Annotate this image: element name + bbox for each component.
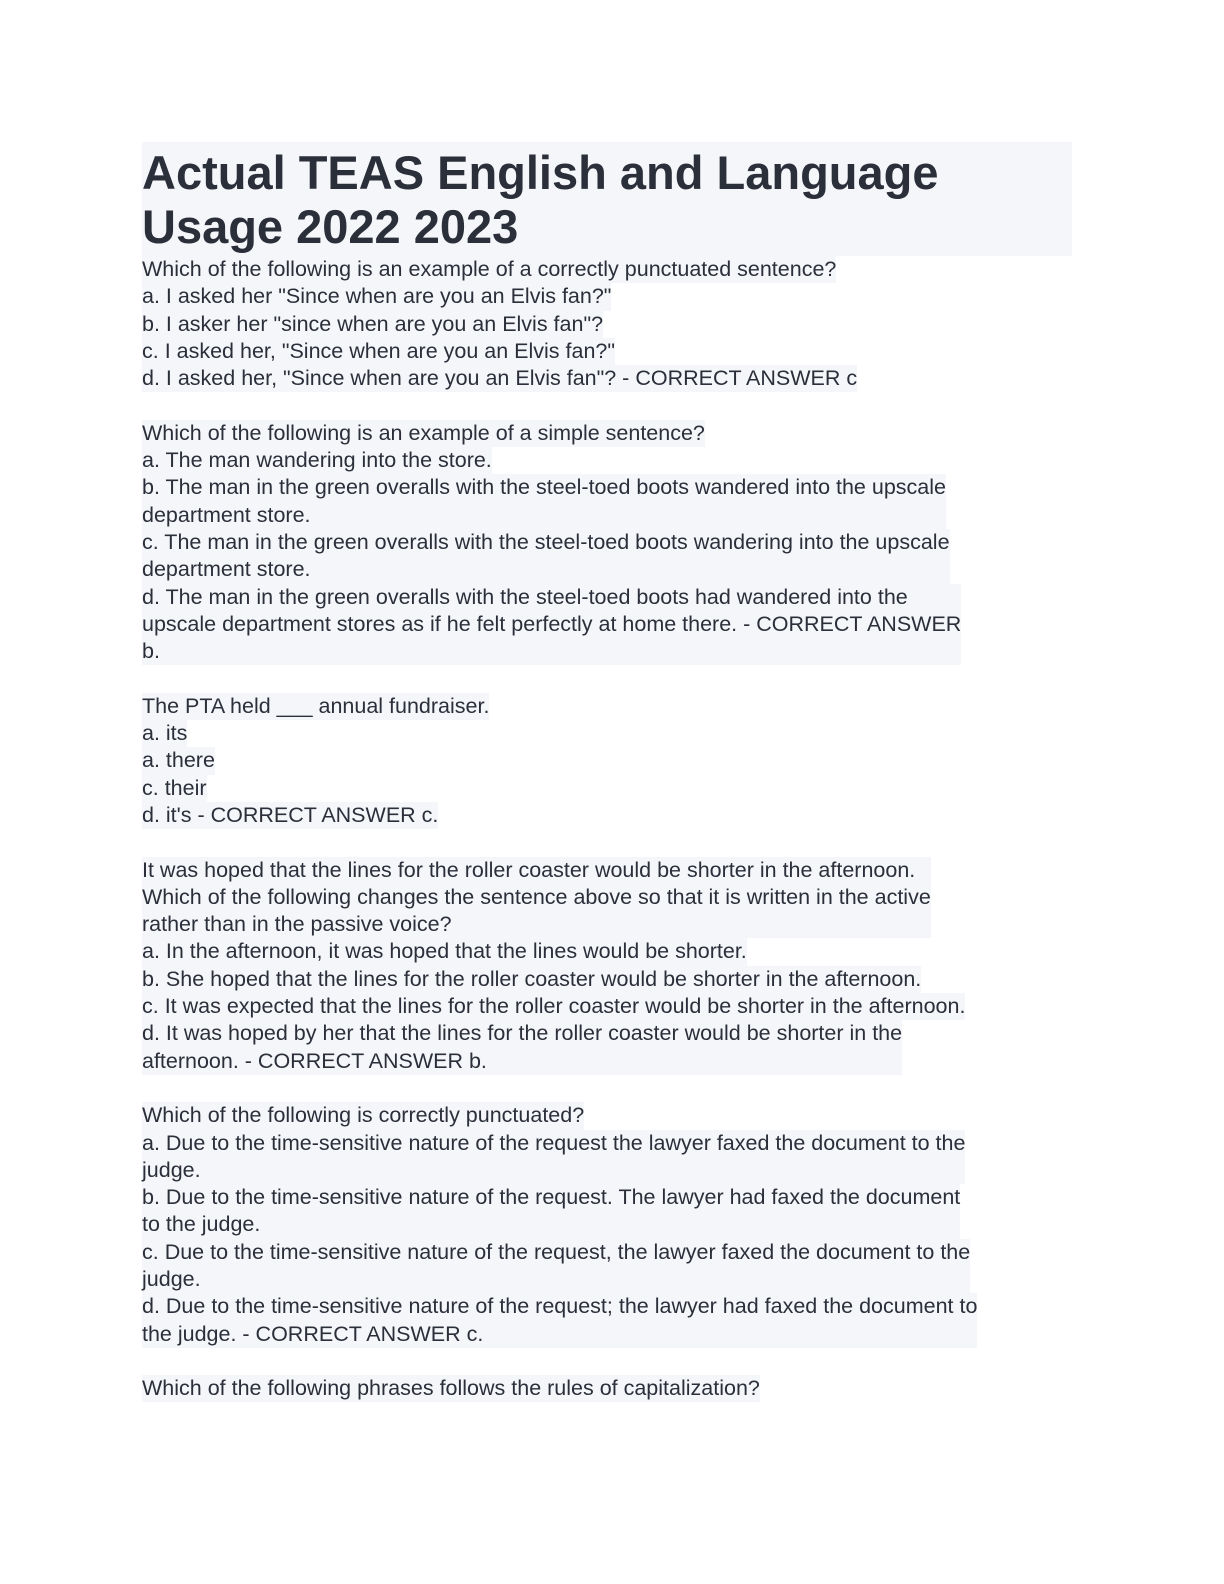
question-block xyxy=(142,420,1074,666)
answer-option: a. there xyxy=(142,747,215,774)
answer-option: a. The man wandering into the store. xyxy=(142,447,492,474)
answer-option: d. it's - CORRECT ANSWER c. xyxy=(142,802,438,829)
question-stem: Which of the following is an example of a simple sentence? xyxy=(142,420,705,447)
question-stem: Which of the following phrases follows the rules of capitalization? xyxy=(142,1375,760,1402)
spacer xyxy=(142,1075,1074,1102)
document-body xyxy=(142,256,1074,1402)
question-stem: It was hoped that the lines for the roller coaster would be shorter in the afternoon. Which of the following changes the sentence above so that it is written in the active rather than in the passive voice? xyxy=(142,857,931,939)
answer-option: d. It was hoped by her that the lines for the roller coaster would be shorter in the afternoon. - CORRECT ANSWER b. xyxy=(142,1020,902,1075)
title-block xyxy=(142,142,1072,256)
answer-option: b. Due to the time-sensitive nature of the request. The lawyer had faxed the document to the judge. xyxy=(142,1184,960,1239)
question-block xyxy=(142,256,1074,392)
question-block xyxy=(142,693,1074,829)
answer-option: c. their xyxy=(142,775,207,802)
answer-option: b. I asker her "since when are you an Elvis fan"? xyxy=(142,311,603,338)
question-block xyxy=(142,857,1074,1075)
answer-option: a. Due to the time-sensitive nature of the request the lawyer faxed the document to the judge. xyxy=(142,1130,965,1185)
question-block xyxy=(142,1375,1074,1402)
question-stem: Which of the following is an example of a correctly punctuated sentence? xyxy=(142,256,836,283)
answer-option: c. Due to the time-sensitive nature of the request, the lawyer faxed the document to the judge. xyxy=(142,1239,970,1294)
answer-option: d. Due to the time-sensitive nature of the request; the lawyer had faxed the document to the judge. - CORRECT ANSWER c. xyxy=(142,1293,977,1348)
answer-option: a. I asked her "Since when are you an Elvis fan?" xyxy=(142,283,611,310)
question-block xyxy=(142,1102,1074,1348)
answer-option: d. I asked her, "Since when are you an Elvis fan"? - CORRECT ANSWER c xyxy=(142,365,857,392)
answer-option: d. The man in the green overalls with the steel-toed boots had wandered into the upscale department stores as if he felt perfectly at home there. - CORRECT ANSWER b. xyxy=(142,584,961,666)
answer-option: a. In the afternoon, it was hoped that the lines would be shorter. xyxy=(142,938,747,965)
answer-option: b. She hoped that the lines for the roller coaster would be shorter in the afternoon. xyxy=(142,966,921,993)
spacer xyxy=(142,392,1074,419)
document-title: Actual TEAS English and Language Usage 2022 2023 xyxy=(142,146,939,253)
document-page xyxy=(142,142,1074,1402)
question-stem: The PTA held ___ annual fundraiser. xyxy=(142,693,489,720)
answer-option: c. I asked her, "Since when are you an Elvis fan?" xyxy=(142,338,615,365)
answer-option: c. The man in the green overalls with the steel-toed boots wandering into the upscale department store. xyxy=(142,529,950,584)
answer-option: c. It was expected that the lines for the roller coaster would be shorter in the afternoon. xyxy=(142,993,965,1020)
spacer xyxy=(142,829,1074,856)
answer-option: a. its xyxy=(142,720,187,747)
spacer xyxy=(142,1348,1074,1375)
spacer xyxy=(142,665,1074,692)
answer-option: b. The man in the green overalls with the steel-toed boots wandered into the upscale department store. xyxy=(142,474,946,529)
question-stem: Which of the following is correctly punctuated? xyxy=(142,1102,584,1129)
